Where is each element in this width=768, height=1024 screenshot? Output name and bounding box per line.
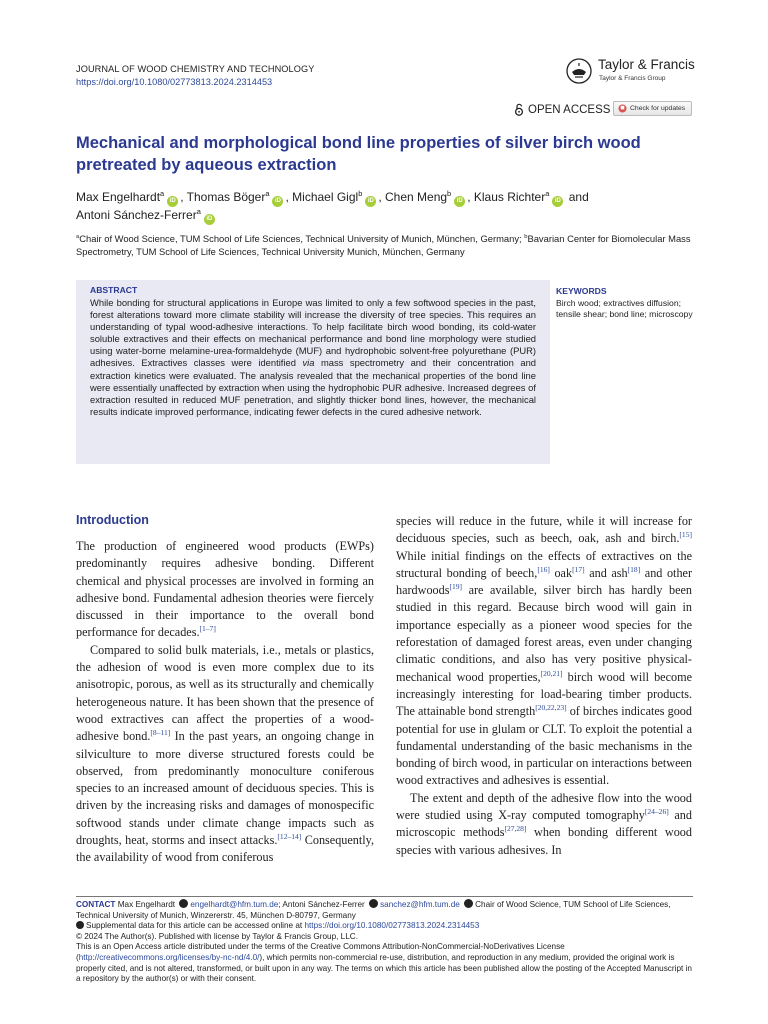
keywords-block <box>556 286 706 321</box>
publisher-lamp-icon <box>566 58 592 84</box>
affiliation-mark: b <box>447 189 452 198</box>
author-name[interactable]: Antoni Sánchez-Ferrer <box>76 208 197 222</box>
footer-notes <box>76 899 696 985</box>
affiliations <box>76 232 706 258</box>
paragraph-text: Compared to solid bulk materials, i.e., metals or plastics, the adhesion of wood is even more complex due to its anisotropic, porous, as well as its structurally and chemically heterogeneous nature. It has been shown that the presence of wood extractives can affect the properties of a wood-adhesive bond. <box>76 642 374 744</box>
citation-link[interactable]: [19] <box>449 582 463 592</box>
contact-name: Max Engelhardt <box>117 900 176 909</box>
copyright-line: © 2024 The Author(s). Published with license by Taylor & Francis Group, LLC. <box>76 931 358 941</box>
orcid-icon[interactable]: iD <box>167 196 178 207</box>
check-for-updates-label: Check for updates <box>630 105 686 112</box>
open-lock-icon <box>514 103 524 116</box>
keywords-heading: KEYWORDS <box>556 286 607 296</box>
paragraph <box>76 642 374 867</box>
orcid-icon[interactable]: iD <box>365 196 376 207</box>
contact-address: Chair of Wood Science, TUM School of Life Sciences, Technical University of Munich, Winzererstr. 45, München D-80797, Germany <box>76 900 671 920</box>
paragraph-text: and microscopic methods <box>396 808 692 840</box>
affiliation-mark: a <box>196 207 201 216</box>
contact-label: CONTACT <box>76 900 116 909</box>
author-name[interactable]: Chen Meng <box>385 190 448 204</box>
article-title: Mechanical and morphological bond line properties of silver birch wood pretreated by aqueous extraction <box>76 134 641 174</box>
body-column-right <box>396 513 692 859</box>
license-text: This is an Open Access article distributed under the terms of the Creative Commons Attribution-NonCommercial-NoDerivatives License ( <box>76 942 565 962</box>
paragraph <box>76 538 374 642</box>
keywords-text: Birch wood; extractives diffusion; tensile shear; bond line; microscopy <box>556 298 693 320</box>
body-column-left <box>76 538 374 867</box>
affiliation-mark: a <box>76 233 80 240</box>
publisher-name: Taylor & Francis <box>598 57 695 72</box>
citation-link[interactable]: [20,21] <box>540 668 563 678</box>
section-heading-introduction: Introduction <box>76 513 149 527</box>
citation-link[interactable]: [12–14] <box>277 831 302 841</box>
orcid-icon[interactable]: iD <box>204 214 215 225</box>
license-text: ), which permits non-commercial re-use, distribution, and reproduction in any medium, provided the original work is properly cited, and is not altered, transformed, or built upon in any way. The terms on which this article has been published allow the posting of the Accepted Manuscript in a repository by the author(s) or with their consent. <box>76 952 692 984</box>
email-link[interactable]: engelhardt@hfm.tum.de <box>190 900 279 909</box>
citation-link[interactable]: [18] <box>627 564 641 574</box>
license-line <box>76 942 696 984</box>
citation-link[interactable]: [8–11] <box>150 728 171 738</box>
supplemental-link[interactable]: https://doi.org/10.1080/02773813.2024.2314453 <box>304 921 480 931</box>
author-name[interactable]: Thomas Böger <box>186 190 266 204</box>
contact-name: ; Antoni Sánchez-Ferrer <box>278 900 365 909</box>
affiliation-a: Chair of Wood Science, TUM School of Life Sciences, Technical University of Munich, München, Germany; <box>79 233 522 244</box>
email-icon <box>179 899 188 908</box>
citation-link[interactable]: [27,28] <box>504 824 527 834</box>
paragraph-text: The extent and depth of the adhesive flow into the wood were studied using X-ray computed tomography <box>396 790 692 823</box>
abstract-text-part: While bonding for structural applications in Europe was limited to only a few softwood species in the past, forest alterations toward more climate stability will increase the diversity of tree species. This requires an understanding of typal wood-adhesive interactions. To help facilitate birch wood bonding, its cold-water soluble extractives and their effects on mechanical performance and bond line morphology were studied using water-borne melamine-urea-formaldehyde (MUF) and hydrophobic solvent-free polyurethane (PUR) adhesives. Extractives classes were identified <box>90 297 536 369</box>
authors-and: and <box>568 190 589 204</box>
citation-link[interactable]: [24–26] <box>644 806 669 816</box>
affiliation-mark: a <box>545 189 550 198</box>
abstract-heading: ABSTRACT <box>90 285 138 295</box>
paragraph-text: birch wood will become increasingly interesting for load-bearing timber products. The attainable bond strength <box>396 669 692 719</box>
license-link[interactable]: http://creativecommons.org/licenses/by-nc-nd/4.0/ <box>78 952 260 962</box>
open-access-label: OPEN ACCESS <box>528 103 611 116</box>
email-icon <box>369 899 378 908</box>
supplemental-line <box>76 921 696 932</box>
citation-link[interactable]: [1–7] <box>199 624 216 634</box>
orcid-icon[interactable]: iD <box>552 196 563 207</box>
publisher-group: Taylor & Francis Group <box>599 75 666 82</box>
email-link[interactable]: sanchez@hfm.tum.de <box>380 900 460 909</box>
abstract-text-italic: via <box>302 357 315 369</box>
paragraph-text: when bonding different wood species with various adhesives. In <box>396 825 692 857</box>
citation-link[interactable]: [20,22,23] <box>535 703 567 713</box>
paragraph-text: species will reduce in the future, while it will increase for deciduous species, such as beech, oak, ash and birch. <box>396 514 692 546</box>
paragraph-text: oak <box>549 565 573 580</box>
paragraph <box>396 790 692 859</box>
author-name[interactable]: Klaus Richter <box>473 190 546 204</box>
address-icon <box>464 899 473 908</box>
paragraph-text: Consequently, the availability of wood from coniferous <box>76 833 374 865</box>
crossmark-icon <box>618 104 627 113</box>
supplemental-icon <box>76 921 84 929</box>
paragraph <box>396 513 692 790</box>
paragraph-text: While initial findings on the effects of extractives on the structural bonding of beech, <box>396 548 692 580</box>
paragraph-text: In the past years, an ongoing change in silviculture to more diverse structured forests could be observed, from predominantly monoculture coniferous species to an increased amount of deciduous species. This is driven by the increasing risks and damages of monospecific softwood stands under climate change impacts such as droughts, heat, storms and insect attacks. <box>76 729 374 848</box>
contact-line <box>76 899 696 921</box>
paragraph-text: are available, silver birch has hardly been studied in this regard. Because birch wood will gain in importance especially as a pioneer wood species for the reforestation of damaged forest areas, even under changing climatic conditions, and also has very positive physical-mechanical wood properties, <box>396 583 692 684</box>
author-list: Max Engelhardt$^a$iD , Thomas Böger$^a$iD , Michael Gigl$^b$iD , Chen Meng$^b$iD , Klaus Richter$^a$iD and Antoni Sánchez-Ferrer$^a$iD <box>76 189 696 225</box>
affiliation-mark: a <box>265 189 270 198</box>
journal-doi-link[interactable]: https://doi.org/10.1080/02773813.2024.2314453 <box>76 77 273 87</box>
footer-divider <box>76 896 693 897</box>
abstract-text <box>90 297 536 418</box>
open-access-badge <box>514 103 610 116</box>
abstract-text-part: mass spectrometry and their concentration and extraction kinetics were evaluated. The analysis revealed that the mechanical properties of the bond line were essentially unaffected by extraction when using the hydrophobic PUR adhesive. Increased degrees of extraction resulted in reduced MUF penetration, and slightly thicker bond lines, however, the mechanical results indicate improved performance, indicating fewer defects in the cured adhesive network. <box>90 357 537 417</box>
affiliation-mark: b <box>358 189 363 198</box>
affiliation-mark: b <box>524 233 528 240</box>
author-name[interactable]: Michael Gigl <box>292 190 359 204</box>
affiliation-mark: a <box>160 189 165 198</box>
paragraph-text: and ash <box>584 565 628 580</box>
paragraph-text: and other hardwoods <box>396 565 693 598</box>
paragraph-text: The production of engineered wood products (EWPs) predominantly requires adhesive bonding. Different chemical and physical processes are involved in forming an adhesive bond. Fundamental adhesion theories were fiercely discussed in their importance to the overall bond performance for decades. <box>76 539 374 640</box>
author-name[interactable]: Max Engelhardt <box>76 190 161 204</box>
citation-link[interactable]: [15] <box>679 530 692 540</box>
journal-name: JOURNAL OF WOOD CHEMISTRY AND TECHNOLOGY <box>76 64 315 74</box>
citation-link[interactable]: [16] <box>537 564 550 574</box>
abstract-box <box>76 280 550 464</box>
publisher-logo[interactable] <box>566 55 696 89</box>
affiliation-b: Bavarian Center for Biomolecular Mass Spectrometry, TUM School of Life Sciences, Technical University Munich, München, Germany <box>76 233 691 257</box>
citation-link[interactable]: [17] <box>572 564 585 574</box>
orcid-icon[interactable]: iD <box>454 196 465 207</box>
check-for-updates-button[interactable] <box>613 101 692 116</box>
supplemental-text: Supplemental data for this article can be accessed online at <box>86 921 305 931</box>
paragraph-text: of birches indicates good potential for use in glulam or CLT. To exploit the potential a fundamental understanding of the basic mechanisms in the bonding of birch wood, in particular on interactions between wood extractives and adhesives is essential. <box>396 704 692 788</box>
orcid-icon[interactable]: iD <box>272 196 283 207</box>
